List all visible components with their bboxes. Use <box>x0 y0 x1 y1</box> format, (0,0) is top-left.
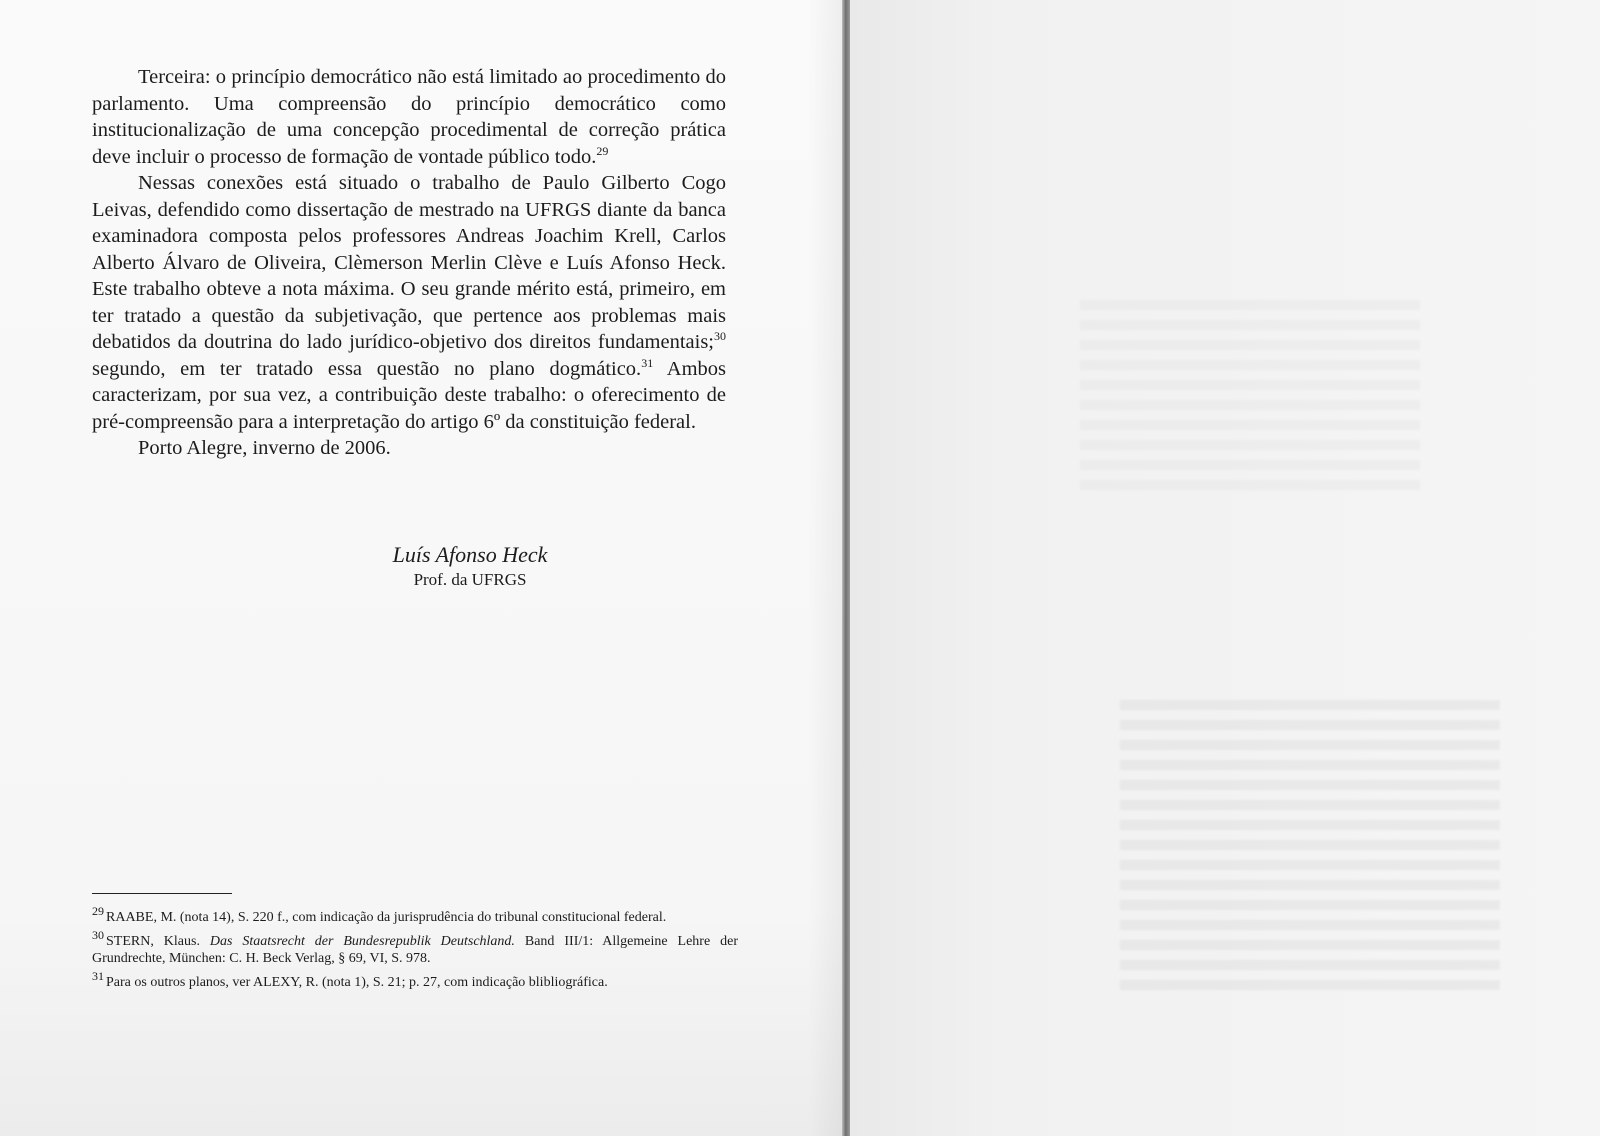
footnote-29 <box>92 904 738 927</box>
footnote-ref: 31 <box>641 355 654 370</box>
footnote-number: 30 <box>92 927 104 942</box>
text-run: STERN, Klaus. <box>106 933 210 949</box>
bleed-through-shadow <box>1120 700 1500 1000</box>
footnote-number: 31 <box>92 968 104 983</box>
author-role: Prof. da UFRGS <box>413 570 527 589</box>
text-run: Para os outros planos, ver ALEXY, R. (nota 1), S. 21; p. 27, com indicação blibliográfica. <box>106 974 608 990</box>
footnote-separator <box>92 893 232 894</box>
footnote-31 <box>92 968 738 992</box>
text-run: Ambos caracterizam, por sua vez, a contribuição deste trabalho: o oferecimento de pré-compreensão para a interpretação do artigo 6º da constituição federal. <box>92 357 726 433</box>
footnote-ref: 29 <box>596 143 609 158</box>
book-title: Das Staatsrecht der Bundesrepublik Deutschland. <box>209 933 515 949</box>
text-run: Terceira: o princípio democrático não está limitado ao procedimento do parlamento. Uma compreensão do princípio democrático como institucionalização de uma concepção procedimental de correção prática deve incluir o processo de formação de vontade público todo. <box>92 66 726 168</box>
footnote-30 <box>92 927 738 968</box>
preface-body <box>92 64 726 462</box>
signature-block <box>300 541 640 591</box>
footnote-ref: 30 <box>714 329 726 344</box>
body-paragraph <box>92 170 726 435</box>
bleed-through-shadow <box>1080 300 1420 500</box>
author-name: Luís Afonso Heck <box>392 542 548 567</box>
footnotes <box>92 904 738 997</box>
text-run: RAABE, M. (nota 14), S. 220 f., com indicação da jurisprudência do tribunal constitucional federal. <box>106 910 667 925</box>
book-gutter <box>842 0 850 1136</box>
text-run: segundo, em ter tratado essa questão no plano dogmático. <box>92 357 642 380</box>
body-paragraph <box>92 64 726 170</box>
text-run: Nessas conexões está situado o trabalho de Paulo Gilberto Cogo Leivas, defendido como dissertação de mestrado na UFRGS diante da banca examinadora composta pelos professores Andreas Joachim Krell, Carlos Alberto Álvaro de Oliveira, Clèmerson Merlin Clève e Luís Afonso Heck. Este trabalho obteve a nota máxima. O seu grande mérito está, primeiro, em ter tratado a questão da subjetivação, que pertence aos problemas mais debatidos da doutrina do lado jurídico-objetivo dos direitos fundamentais; <box>92 172 726 353</box>
footnote-number: 29 <box>92 904 104 919</box>
text-run: Band III/1: Allgemeine Lehre der Grundrechte, München: C. H. Beck Verlag, § 69, VI, S. 978. <box>92 933 738 966</box>
place-date: Porto Alegre, inverno de 2006. <box>138 437 391 459</box>
